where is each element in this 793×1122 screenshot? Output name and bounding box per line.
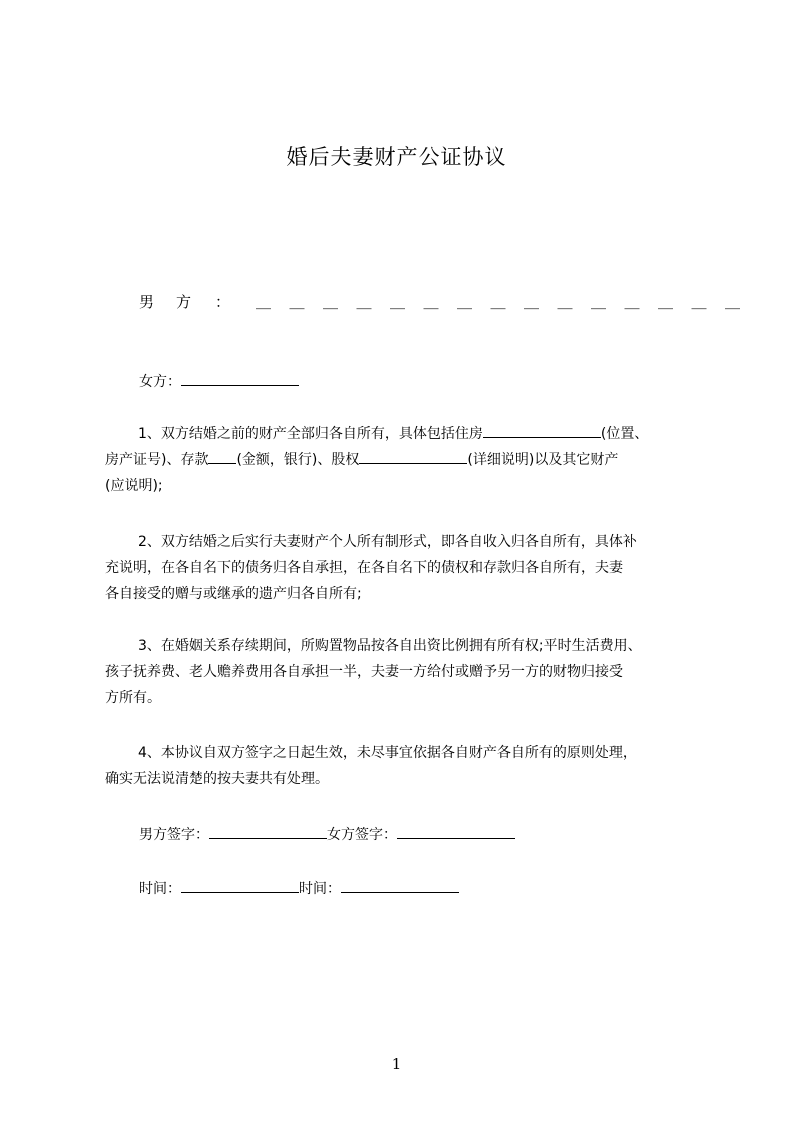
- clause-1-line-2: 房产证号)、存款 (金额，银行)、股权 (详细说明)以及其它财产: [105, 452, 619, 468]
- male-party-colon: ：: [215, 293, 231, 311]
- male-party-blank: ＿＿＿＿＿＿＿＿＿＿＿＿＿＿＿: [256, 293, 759, 311]
- clause-2-line-1: 2、双方结婚之后实行夫妻财产个人所有制形式，即各自收入归各自所有，具体补: [138, 534, 637, 550]
- male-signature-label: 男方签字：: [139, 827, 209, 843]
- clause-2: [105, 529, 717, 607]
- clause-2-line-2: 充说明，在各自名下的债务归各自承担，在各自名下的债权和存款归各自所有，夫妻: [105, 560, 623, 576]
- clause-1: [105, 421, 717, 499]
- female-signature-label: 女方签字：: [327, 827, 397, 843]
- female-party-row: [139, 371, 299, 391]
- male-date-blank: [181, 891, 299, 893]
- female-signature-blank: [397, 837, 515, 839]
- female-date-blank: [341, 891, 459, 893]
- document-title: 婚后夫妻财产公证协议: [286, 145, 507, 169]
- male-date-label: 时间：: [139, 881, 181, 897]
- male-signature-blank: [209, 837, 327, 839]
- female-party-label: 女方：: [139, 374, 181, 390]
- female-party-blank: [181, 384, 299, 386]
- signature-row: [139, 824, 515, 844]
- clause-1-line-3: (应说明);: [105, 478, 163, 494]
- male-party-label: 男方: [139, 293, 214, 311]
- male-party-row: [139, 291, 759, 312]
- clause-4-line-2: 确实无法说清楚的按夫妻共有处理。: [105, 771, 329, 787]
- housing-blank: [483, 436, 601, 438]
- clause-3-line-1: 3、在婚姻关系存续期间，所购置物品按各自出资比例拥有所有权;平时生活费用、: [138, 638, 642, 654]
- female-date-label: 时间：: [299, 881, 341, 897]
- clause-4: [105, 740, 717, 792]
- clause-3-line-2: 孩子抚养费、老人赡养费用各自承担一半，夫妻一方给付或赠予另一方的财物归接受: [105, 664, 623, 680]
- clause-3-line-3: 方所有。: [105, 690, 161, 706]
- clause-1-line-1: 1、双方结婚之前的财产全部归各自所有，具体包括住房 (位置、: [138, 426, 649, 442]
- clause-2-line-3: 各自接受的赠与或继承的遗产归各自所有;: [105, 586, 362, 602]
- date-row: [139, 878, 459, 898]
- clause-3: [105, 633, 717, 711]
- deposit-blank: [208, 462, 236, 464]
- equity-blank: [359, 462, 467, 464]
- clause-4-line-1: 4、本协议自双方签字之日起生效，未尽事宜依据各自财产各自所有的原则处理，: [138, 745, 637, 761]
- page-number: 1: [391, 1055, 402, 1073]
